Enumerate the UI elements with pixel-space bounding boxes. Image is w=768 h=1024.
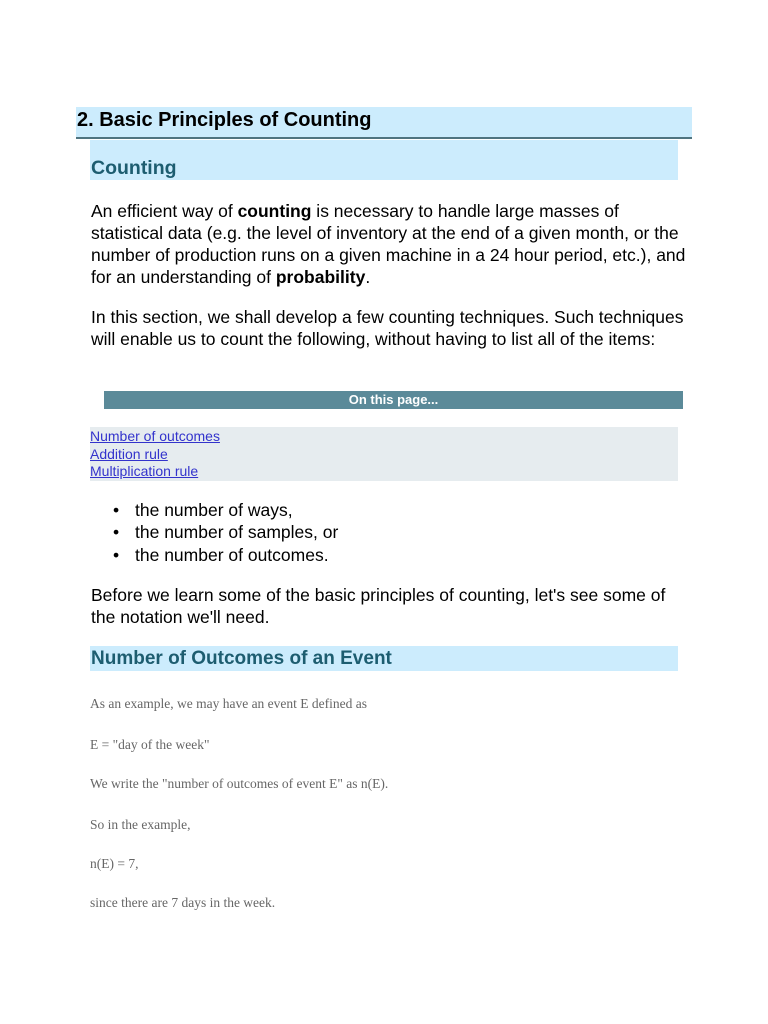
section-heading-counting xyxy=(90,140,678,180)
link-addition-rule[interactable]: Addition rule xyxy=(90,445,168,462)
section-heading-outcomes xyxy=(90,646,678,671)
text: is necessary to handle large masses of statistical data (e.g. the level of inventory at the end of a given month, or the number of production runs on a given machine in a 24 hour period, etc.), and for an understanding of xyxy=(91,201,686,287)
list-item-text: the number of samples, or xyxy=(135,522,339,543)
bullet-icon: • xyxy=(113,500,120,520)
example-line: We write the "number of outcomes of event E" as n(E). xyxy=(90,776,389,791)
example-line: E = "day of the week" xyxy=(90,737,210,752)
text: . xyxy=(365,267,371,287)
page-title: 2. Basic Principles of Counting xyxy=(77,109,372,131)
bold-counting: counting xyxy=(237,201,312,221)
bullet-icon: • xyxy=(113,522,120,543)
page-title-bar xyxy=(76,107,692,139)
techniques-paragraph: In this section, we shall develop a few counting techniques. Such techniques will enable us to count the following, without having to list all of the items: xyxy=(91,307,684,349)
list-item xyxy=(91,521,338,543)
link-multiplication-rule[interactable]: Multiplication rule xyxy=(90,463,199,479)
list-item-text: the number of ways, xyxy=(135,500,293,520)
notation-paragraph: Before we learn some of the basic principles of counting, let's see some of the notation we'll need. xyxy=(91,585,666,627)
bullet-list xyxy=(91,499,338,566)
example-line: As an example, we may have an event E defined as xyxy=(90,696,368,711)
on-this-page-header: On this page... xyxy=(104,391,683,409)
link-number-of-outcomes[interactable]: Number of outcomes xyxy=(90,428,220,444)
list-item xyxy=(91,499,338,521)
example-line: So in the example, xyxy=(90,817,191,832)
heading-text: Number of Outcomes of an Event xyxy=(91,648,392,669)
example-line: n(E) = 7, xyxy=(90,856,139,871)
example-line: since there are 7 days in the week. xyxy=(90,895,276,910)
list-item xyxy=(91,544,338,566)
text: An efficient way of xyxy=(91,201,238,221)
heading-text: Counting xyxy=(91,157,177,179)
bold-probability: probability xyxy=(275,267,366,287)
list-item-text: the number of outcomes. xyxy=(135,544,329,565)
on-this-page-links xyxy=(90,427,678,481)
bullet-icon: • xyxy=(113,544,120,565)
intro-paragraph xyxy=(91,200,691,288)
